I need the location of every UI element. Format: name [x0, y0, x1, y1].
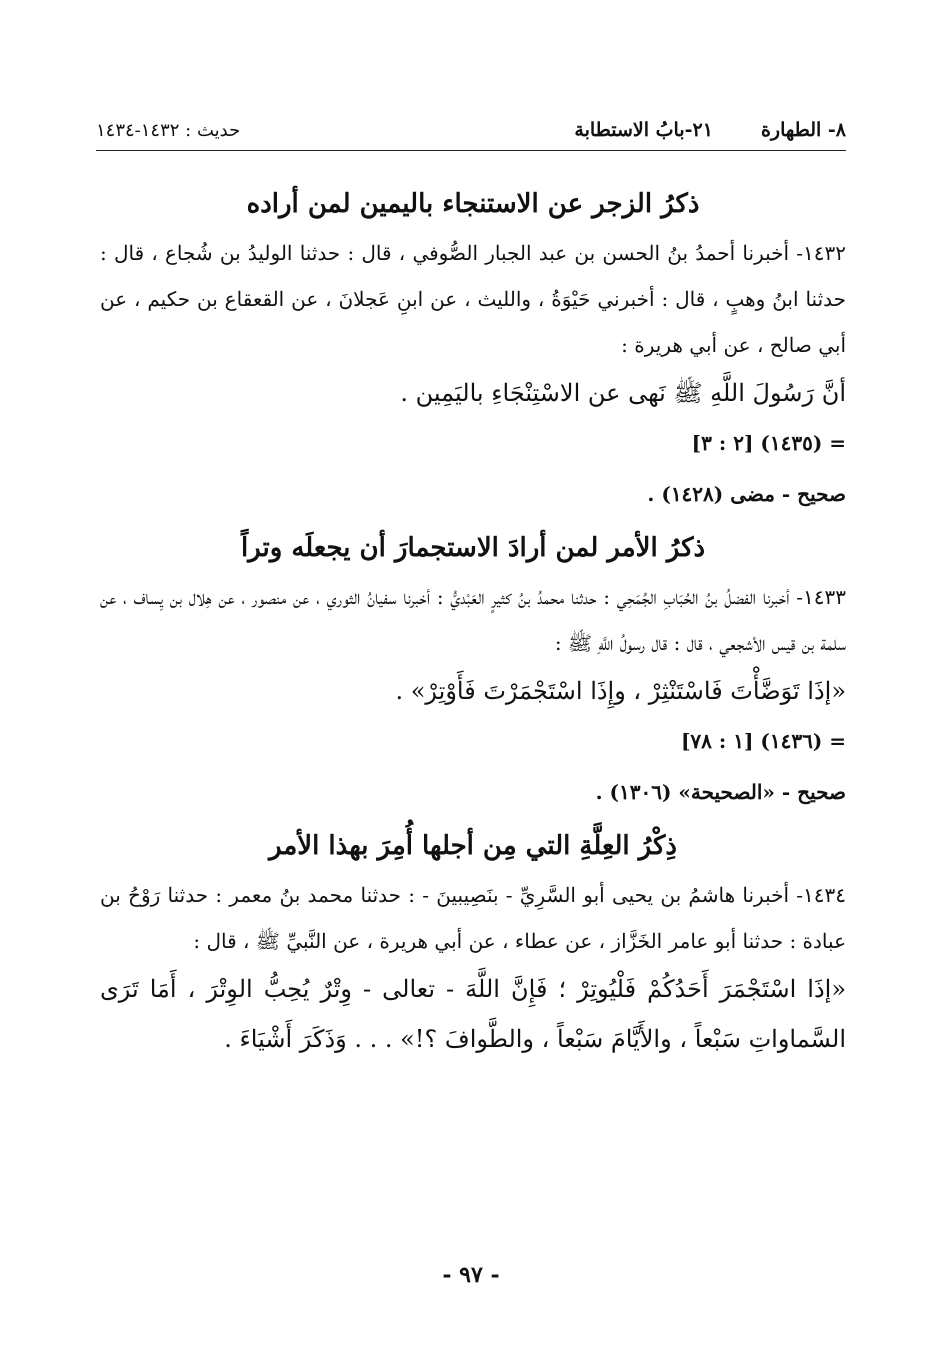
header-right-group [574, 119, 846, 141]
running-header [96, 112, 846, 148]
section-label: ٢١-بابُ الاستطابة [574, 119, 713, 141]
chapter-heading-1433: ذكرُ الأمر لمن أرادَ الاستجمارَ أن يجعلَه وتراً [240, 533, 706, 563]
main-content [100, 176, 846, 1064]
page-number: - ٩٧ - [442, 1262, 500, 1288]
grading-1433: صحيح - «الصحيحة» (١٣٠٦) . [595, 780, 846, 804]
reference-1433: = (١٤٣٦) [١ : ٧٨] [680, 729, 846, 753]
header-divider [96, 150, 846, 151]
matn-1434: «إذَا اسْتَجْمَرَ أَحَدُكُمْ فَلْيُوتِرْ ؛ فَإِنَّ اللَّهَ - تعالى - وِتْرٌ يُحِبُّ الوِتْرَ ، أَمَا تَرَى السَّماواتِ سَبْعاً ، والأَيَّامَ سَبْعاً ، والطَّوافَ ؟!» . . . وَذَكَرَ أَشْيَاءَ . [100, 975, 846, 1053]
isnad-1434: ١٤٣٤- أخبرنا هاشمُ بن يحيى أبو السَّرِيِّ - بنَصِيبينَ - : حدثنا محمد بنُ معمر : حدثنا رَوْحُ بن عبادة : حدثنا أبو عامر الخَزَّاز ، عن عطاء ، عن أبي هريرة ، عن النَّبيِّ ﷺ ، قال : [100, 883, 846, 953]
isnad-1433: ١٤٣٣- أخبرنا الفضلُ بنُ الحُبَابِ الجُمَحِي : حدثنا محمدُ بنُ كثيرٍ العَبْديُّ : أخبرنا سفيانُ الثوري ، عن منصور ، عن هِلال بن يِساف ، عن سلمة بن قيس الأشجعي ، قال : قال رسولُ اللَّهِ ﷺ : [100, 585, 846, 655]
grading-1432: صحيح - مضى (١٤٢٨) . [647, 482, 846, 506]
matn-1432: أنَّ رَسُولَ اللَّهِ ﷺ نَهى عن الاسْتِنْجَاءِ باليَمِين . [400, 379, 846, 407]
hadith-range-label: حديث : ١٤٣٢-١٤٣٤ [96, 119, 241, 141]
reference-1432: = (١٤٣٥) [٢ : ٣] [691, 431, 846, 455]
chapter-label: ٨- الطهارة [760, 119, 846, 141]
chapter-heading-1434: ذِكْرُ العِلَّةِ التي مِن أجلها أُمِرَ بهذا الأمر [268, 831, 677, 861]
matn-1433: «إذَا تَوَضَّأْتَ فَاسْتَنْثِرْ ، وإِذَا اسْتَجْمَرْتَ فَأَوْتِرْ» . [395, 677, 846, 705]
chapter-heading-1432: ذكرُ الزجر عن الاستنجاء باليمين لمن أراده [246, 189, 700, 219]
isnad-1432: ١٤٣٢- أخبرنا أحمدُ بنُ الحسن بن عبد الجبار الصُّوفي ، قال : حدثنا الوليدُ بن شُجاع ، قال : حدثنا ابنُ وهبٍ ، قال : أخبرني حَيْوَةُ ، والليث ، عن ابنِ عَجلانَ ، عن القعقاع بن حكيم ، عن أبي صالح ، عن أبي هريرة : [100, 241, 846, 357]
